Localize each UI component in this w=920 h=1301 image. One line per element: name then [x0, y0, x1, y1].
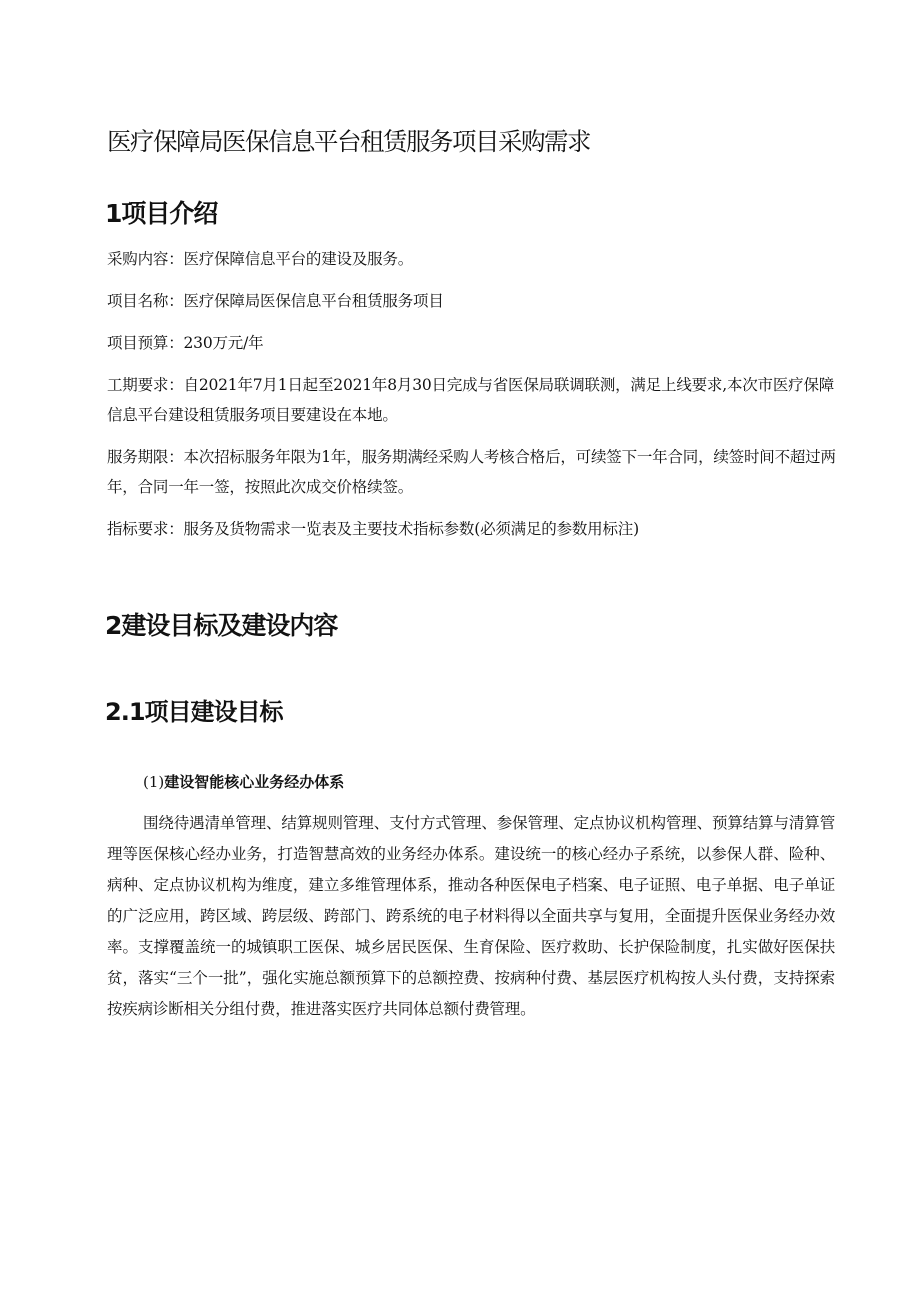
info-item-schedule — [107, 370, 842, 430]
info-item-project-budget — [107, 328, 842, 358]
project-info-list — [107, 244, 842, 556]
info-label: 服务期限： — [107, 448, 184, 466]
info-value: 230万元/年 — [183, 334, 264, 352]
info-value: 自2021年7月1日起至2021年8月30日完成与省医保局联调联测，满足上线要求,本次市医疗保障信息平台建设租赁服务项目要建设在本地。 — [107, 376, 835, 424]
info-label: 项目预算： — [107, 334, 184, 352]
info-value: 医疗保障信息平台的建设及服务。 — [183, 250, 414, 268]
point-title: 建设智能核心业务经办体系 — [164, 773, 345, 791]
info-label: 工期要求： — [107, 376, 184, 394]
info-value: 医疗保障局医保信息平台租赁服务项目 — [183, 292, 444, 310]
info-value: 本次招标服务年限为1年，服务期满经采购人考核合格后，可续签下一年合同，续签时间不超过两年，合同一年一签，按照此次成交价格续签。 — [107, 448, 836, 496]
info-item-procurement-content — [107, 244, 842, 274]
body-paragraph: 围绕待遇清单管理、结算规则管理、支付方式管理、参保管理、定点协议机构管理、预算结算与清算管理等医保核心经办业务，打造智慧高效的业务经办体系。建设统一的核心经办子系统，以参保人群、险种、病种、定点协议机构为维度，建立多维管理体系，推动各种医保电子档案、电子证照、电子单据、电子单证的广泛应用，跨区域、跨层级、跨部门、跨系统的电子材料得以全面共享与复用，全面提升医保业务经办效率。支撑覆盖统一的城镇职工医保、城乡居民医保、生育保险、医疗救助、长护保险制度，扎实做好医保扶贫，落实“三个一批”，强化实施总额预算下的总额控费、按病种付费、基层医疗机构按人头付费，支持探索按疾病诊断相关分组付费，推进落实医疗共同体总额付费管理。 — [107, 814, 835, 1018]
info-label: 项目名称： — [107, 292, 184, 310]
subsection-heading-project-goals: 2.1项目建设目标 — [105, 698, 283, 726]
info-label: 指标要求： — [107, 520, 184, 538]
section-heading-project-intro: 1项目介绍 — [105, 199, 218, 228]
info-item-service-period — [107, 442, 842, 502]
point-heading — [143, 768, 344, 796]
info-label: 采购内容： — [107, 250, 184, 268]
info-value: 服务及货物需求一览表及主要技术指标参数(必须满足的参数用标注) — [183, 520, 639, 538]
info-item-project-name — [107, 286, 842, 316]
info-item-requirements — [107, 514, 842, 544]
point-number: (1) — [143, 773, 165, 791]
section-heading-goals-and-content: 2建设目标及建设内容 — [105, 611, 338, 640]
document-title: 医疗保障局医保信息平台租赁服务项目采购需求 — [107, 127, 590, 156]
